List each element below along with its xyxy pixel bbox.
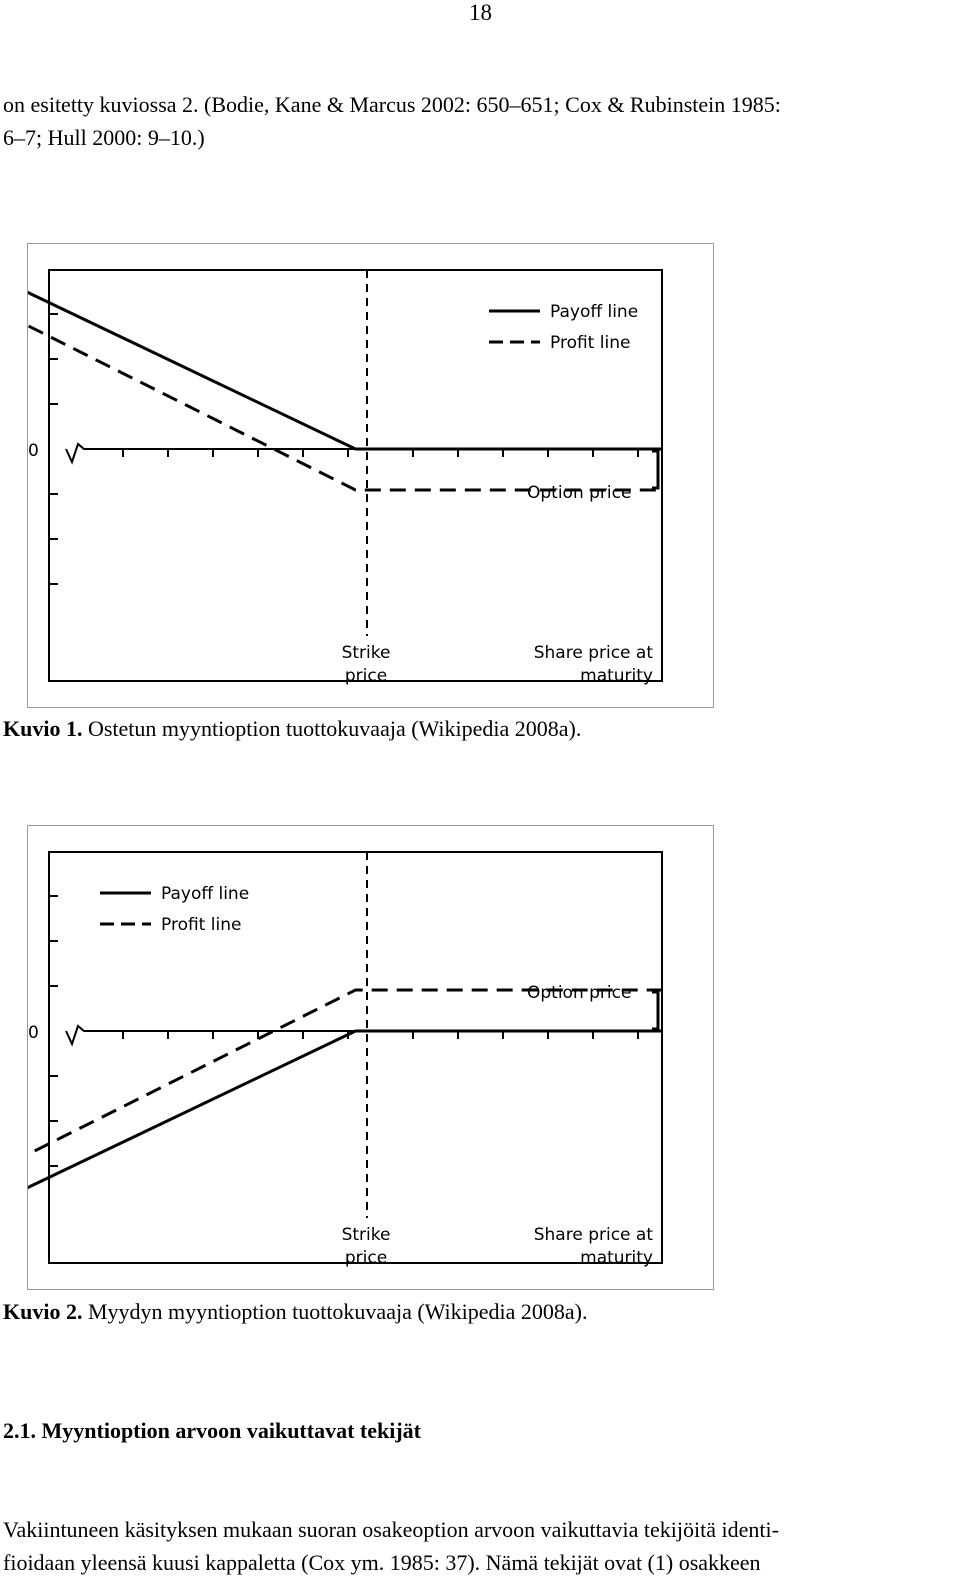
payoff-line bbox=[28, 270, 662, 449]
figure-1-caption bbox=[3, 716, 581, 742]
option-price-label: Option price bbox=[527, 983, 632, 1003]
legend-profit-label: Profit line bbox=[550, 333, 631, 353]
figure-2-frame bbox=[27, 825, 714, 1290]
legend-profit-label: Profit line bbox=[161, 915, 242, 935]
intro-line-2: 6–7; Hull 2000: 9–10.) bbox=[3, 125, 205, 150]
body-line-2: fioidaan yleensä kuusi kappaletta (Cox ym. 1985: 37). Nämä tekijät ovat (1) osakkeen bbox=[3, 1550, 761, 1575]
y-zero-label: 0 bbox=[28, 1023, 39, 1043]
plot-frame bbox=[49, 270, 662, 681]
figure-1-chart bbox=[28, 244, 713, 707]
axis-break bbox=[66, 444, 91, 462]
figure-1-caption-label: Kuvio 1. bbox=[3, 716, 83, 741]
figure-1-frame bbox=[27, 243, 714, 708]
xaxis-label-1: Share price at bbox=[533, 1225, 653, 1245]
option-price-bracket bbox=[652, 451, 658, 488]
page-number: 18 bbox=[469, 0, 492, 25]
option-price-bracket bbox=[652, 992, 658, 1029]
figure-2-chart bbox=[28, 826, 713, 1289]
legend bbox=[100, 884, 249, 935]
legend-payoff-label: Payoff line bbox=[161, 884, 250, 904]
y-ticks bbox=[49, 314, 58, 584]
xaxis-label-2: maturity bbox=[580, 1248, 653, 1268]
figure-2-caption bbox=[3, 1299, 588, 1325]
legend-payoff-label: Payoff line bbox=[550, 302, 639, 322]
figure-2-caption-label: Kuvio 2. bbox=[3, 1299, 83, 1324]
legend bbox=[489, 302, 638, 353]
intro-line-1: on esitetty kuviossa 2. (Bodie, Kane & Marcus 2002: 650–651; Cox & Rubinstein 1985: bbox=[3, 92, 781, 117]
strike-label-2: price bbox=[344, 666, 388, 686]
xaxis-label-2: maturity bbox=[580, 666, 653, 686]
figure-2-caption-text: Myydyn myyntioption tuottokuvaaja (Wikipedia 2008a). bbox=[82, 1299, 588, 1324]
strike-label-1: Strike bbox=[341, 1225, 391, 1245]
option-price-label: Option price bbox=[527, 483, 632, 503]
strike-label-2: price bbox=[344, 1248, 388, 1268]
body-line-1: Vakiintuneen käsityksen mukaan suoran osakeoption arvoon vaikuttavia tekijöitä identi- bbox=[3, 1517, 779, 1542]
axis-break bbox=[66, 1026, 91, 1044]
section-heading: 2.1. Myyntioption arvoon vaikuttavat tekijät bbox=[3, 1418, 421, 1443]
xaxis-label-1: Share price at bbox=[533, 643, 653, 663]
plot-frame bbox=[49, 852, 662, 1263]
y-zero-label: 0 bbox=[28, 441, 39, 461]
figure-1-caption-text: Ostetun myyntioption tuottokuvaaja (Wikipedia 2008a). bbox=[82, 716, 582, 741]
y-ticks bbox=[49, 896, 58, 1166]
strike-label-1: Strike bbox=[341, 643, 391, 663]
